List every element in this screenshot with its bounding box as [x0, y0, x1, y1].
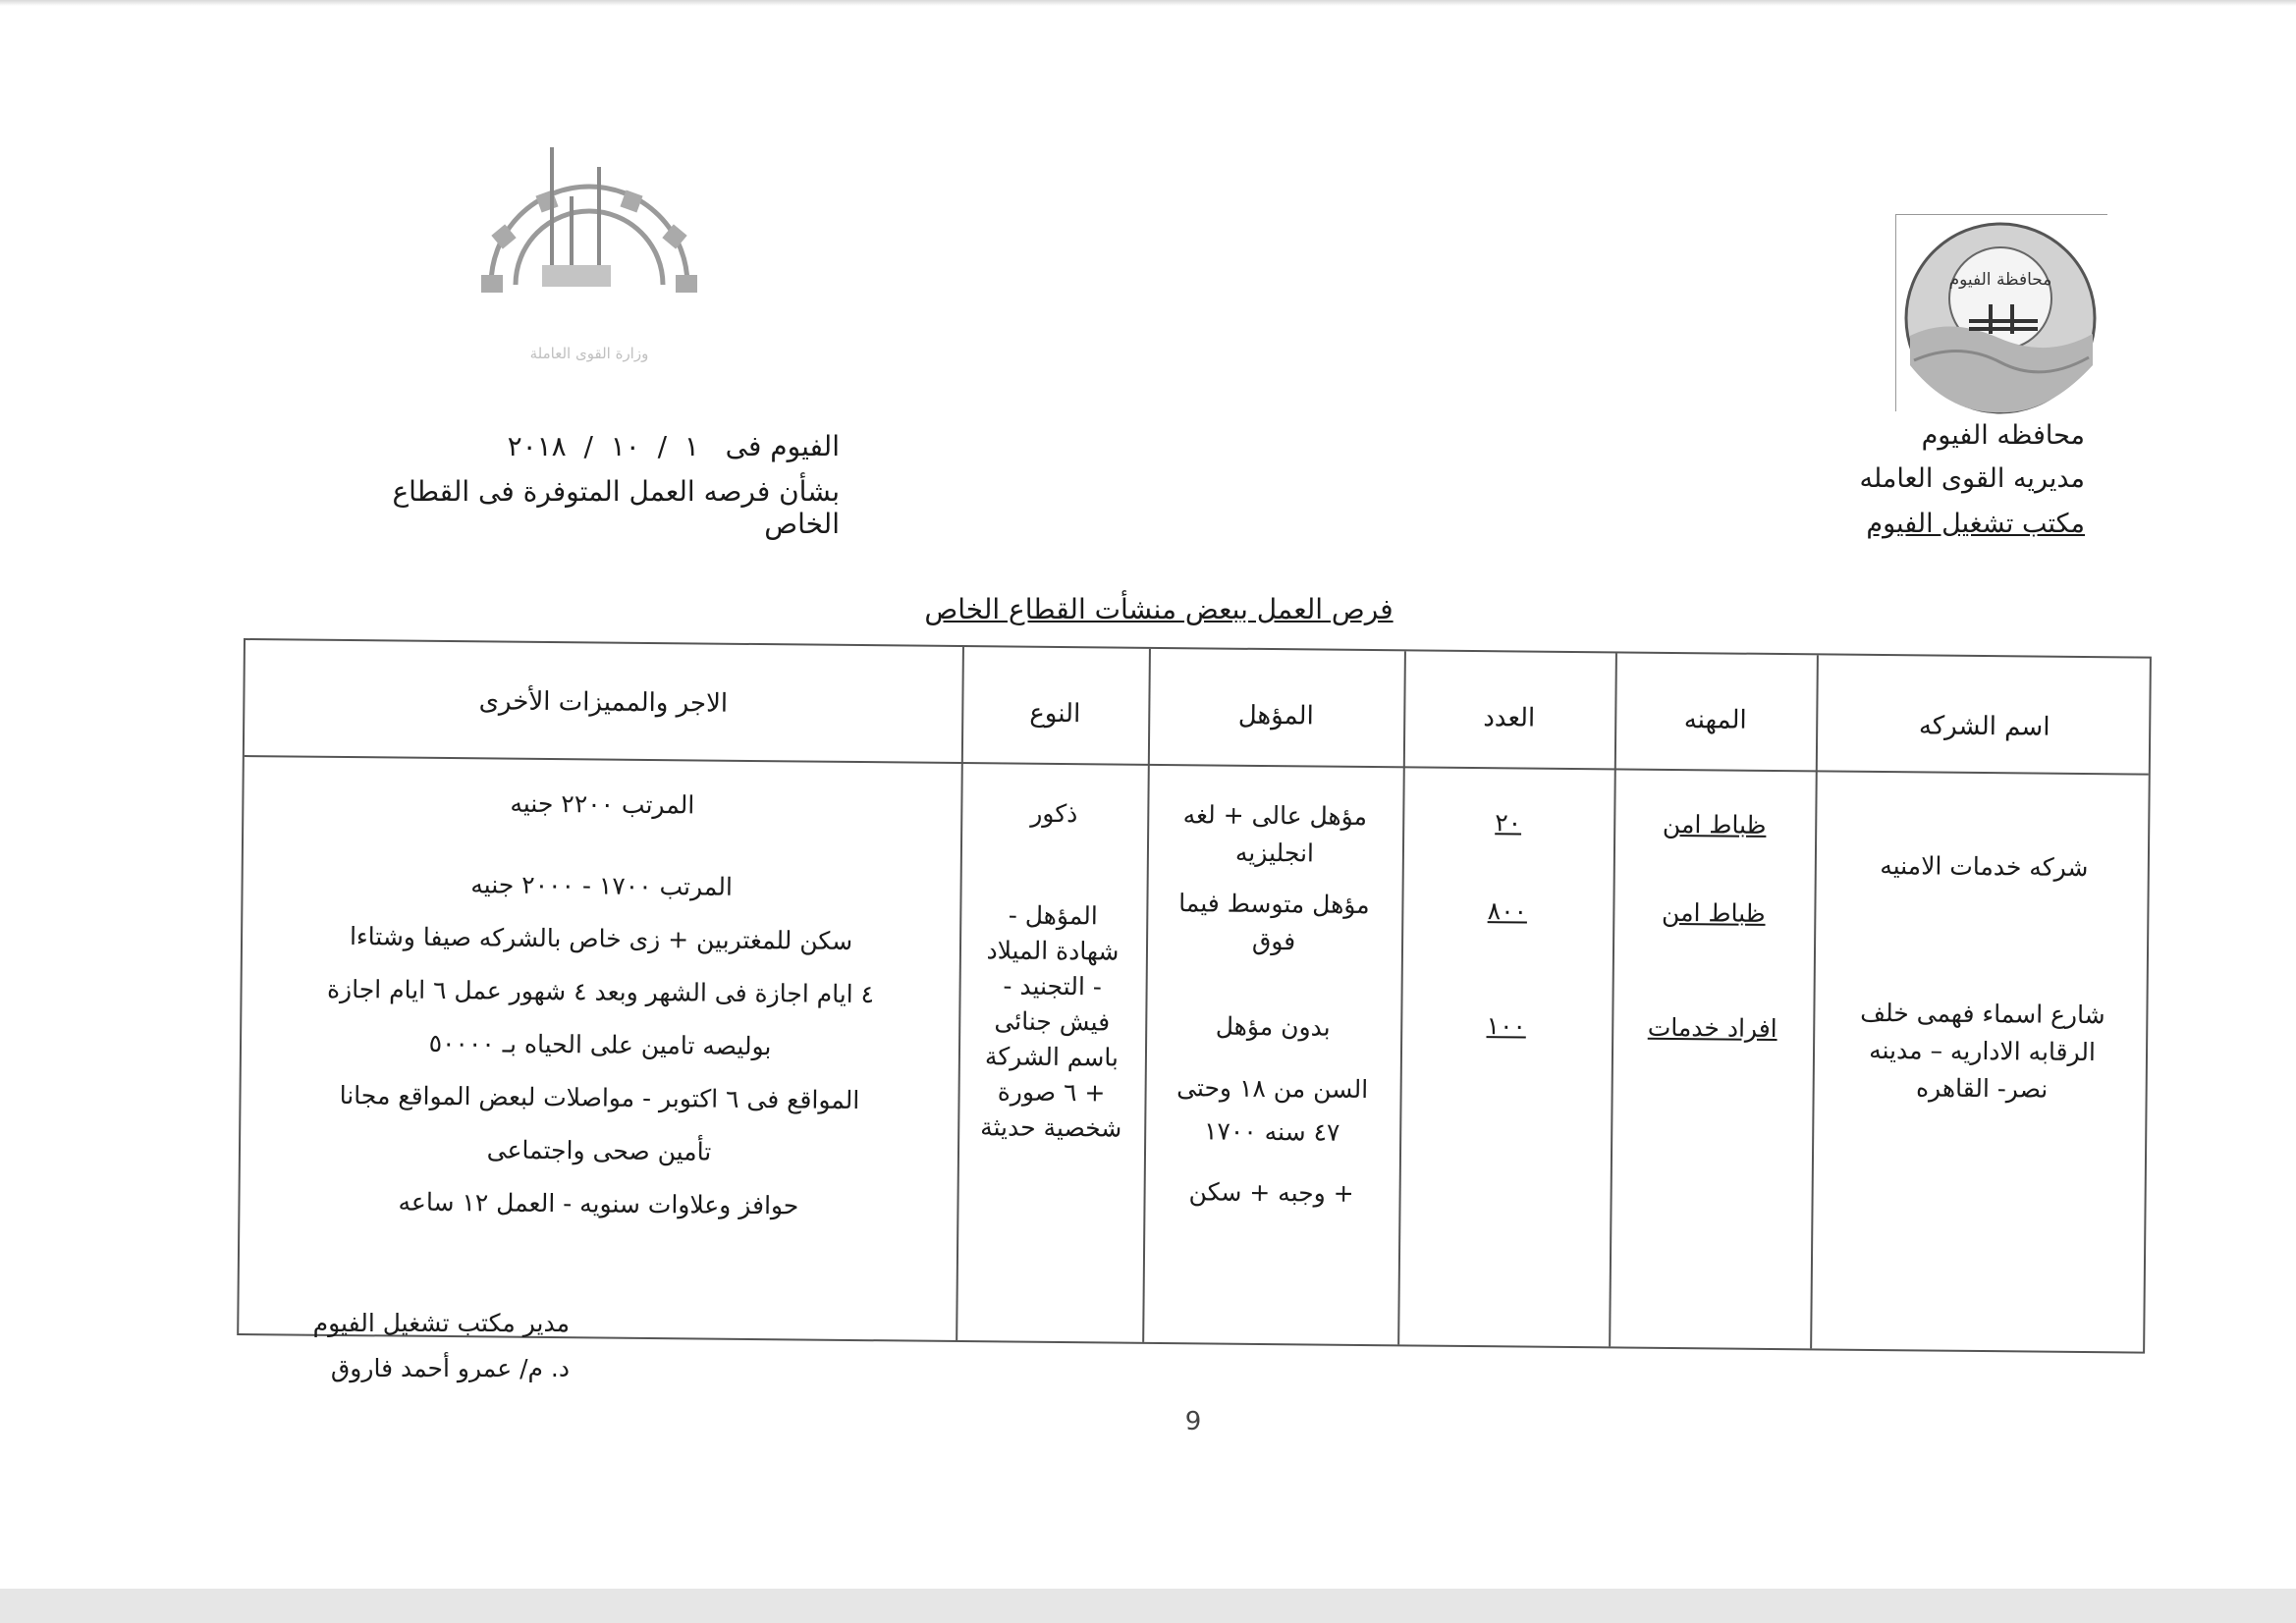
count-1: ٢٠ — [1495, 808, 1522, 838]
document-line: باسم الشركة — [984, 1042, 1120, 1072]
profession-3: افراد خدمات — [1647, 1012, 1777, 1044]
benefit-line: تأمين صحى واجتماعى — [486, 1135, 712, 1166]
profession-1: ظباط امن — [1662, 809, 1767, 839]
scan-edge-top — [0, 0, 2296, 6]
qualification-2 — [1151, 885, 1397, 961]
benefit-line: سكن للمغتربين + زى خاص بالشركه صيفا وشتاءا — [349, 922, 853, 955]
document-line: - التجنيد - — [1003, 971, 1102, 1001]
benefit-line: المواقع فى ٦ اكتوبر - مواصلات لبعض المواقع مجانا — [339, 1080, 860, 1115]
benefits-list — [259, 856, 941, 1234]
column-divider — [1142, 649, 1151, 1342]
column-divider — [1397, 651, 1406, 1344]
document-line: + ٦ صورة — [997, 1077, 1106, 1108]
column-divider — [1609, 653, 1617, 1346]
header-profession: المهنه — [1683, 705, 1747, 735]
benefit-line: بوليصه تامين على الحياه بـ ٥٠٠٠٠ — [428, 1028, 772, 1061]
requirement-line: السن من ١٨ وحتى — [1176, 1073, 1369, 1105]
extra-requirements — [1148, 1066, 1394, 1216]
salary-top: المرتب ٢٢٠٠ جنيه — [510, 788, 695, 820]
benefit-line: المرتب ١٧٠٠ - ٢٠٠٠ جنيه — [470, 870, 733, 901]
header-qualification: المؤهل — [1237, 700, 1314, 731]
letter-subject: بشأن فرصه العمل المتوفرة فى القطاع الخاص — [392, 475, 840, 540]
required-documents — [962, 897, 1141, 1147]
ministry-logo-text: وزارة القوى العاملة — [529, 345, 649, 362]
governorate-name: محافظه الفيوم — [1921, 420, 2085, 451]
benefit-line: حوافز وعلاوات سنويه - العمل ١٢ ساعه — [398, 1187, 799, 1220]
ministry-logo — [462, 137, 717, 373]
jobs-table — [237, 638, 2152, 1354]
header-gender: النوع — [1029, 698, 1081, 730]
count-2: ٨٠٠ — [1487, 896, 1528, 926]
qualification-3: بدون مؤهل — [1215, 1011, 1331, 1042]
requirement-line: + وجبه + سكن — [1188, 1177, 1354, 1208]
column-divider — [1810, 655, 1819, 1348]
document-line: شخصية حديثة — [980, 1112, 1122, 1143]
profession-2: ظباط امن — [1661, 897, 1766, 928]
address-line: الرقابه الاداريه – مدينه — [1869, 1035, 2097, 1067]
header-salary: الاجر والمميزات الأخرى — [478, 686, 729, 719]
document-line: شهادة الميلاد — [986, 936, 1120, 966]
qualification-line: انجليزيه — [1234, 838, 1315, 868]
signatory-title: مدير مكتب تشغيل الفيوم — [312, 1309, 570, 1337]
requirement-line: ٤٧ سنه ١٧٠٠ — [1203, 1116, 1340, 1147]
header-divider — [245, 755, 2149, 776]
address-line: نصر- القاهره — [1915, 1073, 2049, 1104]
header-count: العدد — [1483, 703, 1536, 733]
count-3: ١٠٠ — [1486, 1011, 1527, 1041]
header-company: اسم الشركه — [1918, 711, 2050, 742]
office-name: مكتب تشغيل الفيوم — [1866, 509, 2085, 539]
qualification-1 — [1152, 796, 1398, 873]
directorate-name: مديريه القوى العامله — [1859, 463, 2085, 494]
document-line: فيش جنائى — [994, 1006, 1111, 1037]
page-number: 9 — [1184, 1407, 1202, 1436]
table-title: فرص العمل ببعض منشأت القطاع الخاص — [924, 593, 1394, 625]
place-date: الفيوم فى ١ / ١٠ / ٢٠١٨ — [507, 430, 840, 462]
scan-edge-bottom — [0, 1589, 2296, 1623]
qualification-line: مؤهل عالى + لغه — [1182, 800, 1368, 831]
gender: ذكور — [1030, 798, 1078, 829]
governorate-seal — [1900, 218, 2102, 419]
seal-text: محافظة الفيوم — [1948, 270, 2052, 290]
document-line: المؤهل - — [1008, 900, 1098, 931]
qualification-line: فوق — [1251, 926, 1296, 956]
signatory-name: د. م/ عمرو أحمد فاروق — [330, 1354, 570, 1382]
benefit-line: ٤ ايام اجازة فى الشهر وبعد ٤ شهور عمل ٦ ايام اجازة — [326, 974, 875, 1009]
qualification-line: مؤهل متوسط فيما — [1178, 889, 1370, 920]
company-address — [1823, 994, 2143, 1109]
address-line: شارع اسماء فهمى خلف — [1860, 998, 2105, 1030]
company-name: شركه خدمات الامنيه — [1880, 851, 2089, 883]
